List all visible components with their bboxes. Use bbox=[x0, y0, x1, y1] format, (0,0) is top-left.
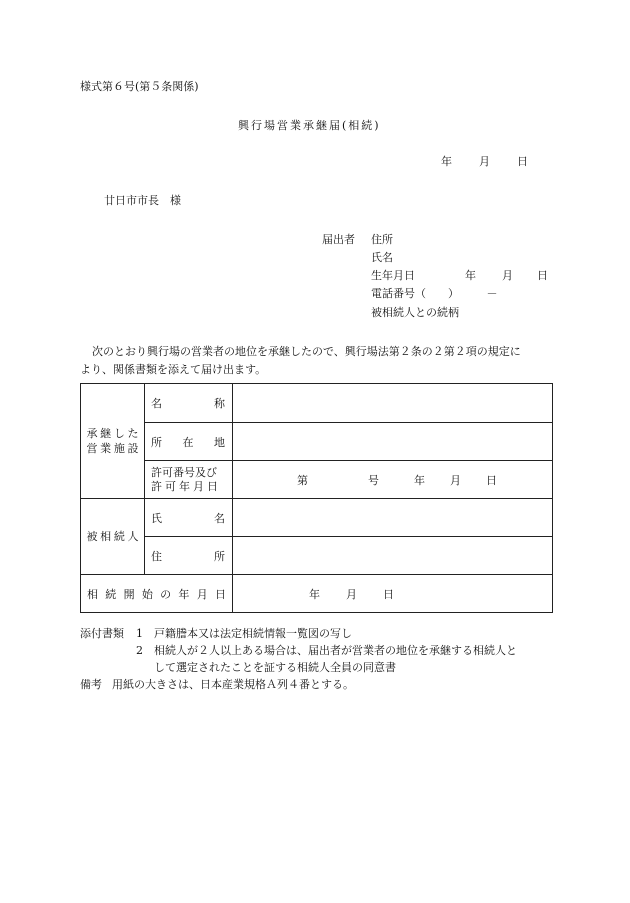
decedent-heading: 被相続人 bbox=[86, 530, 139, 543]
decedent-name-label bbox=[145, 499, 233, 537]
permit-year: 年 bbox=[414, 473, 425, 487]
permit-label bbox=[145, 461, 233, 499]
attachments-heading: 添付書類 bbox=[80, 627, 124, 640]
label-char: 氏 bbox=[151, 511, 162, 525]
label-char: 月 bbox=[196, 587, 208, 601]
applicant-birth-day: 日 bbox=[537, 269, 548, 282]
permit-month: 月 bbox=[450, 473, 461, 487]
permit-label-line2: 許可年月日 bbox=[151, 479, 221, 493]
applicant-birth-year: 年 bbox=[465, 269, 476, 282]
label-char: 年 bbox=[178, 587, 190, 601]
permit-field[interactable] bbox=[233, 461, 553, 499]
label-char: 所 bbox=[151, 435, 162, 449]
attachment-item-2 bbox=[80, 642, 560, 659]
table-row bbox=[81, 537, 553, 575]
date-year: 年 bbox=[441, 155, 452, 168]
form-table bbox=[80, 383, 553, 613]
applicant-phone-label: 電話番号（ ） － bbox=[371, 287, 498, 300]
label-char: 相 bbox=[87, 587, 98, 601]
inherit-year: 年 bbox=[309, 587, 320, 601]
facility-name-label bbox=[145, 384, 233, 423]
label-char: 地 bbox=[214, 435, 225, 449]
attachment-1-number: 1 bbox=[136, 627, 143, 640]
decedent-address-field[interactable] bbox=[233, 537, 553, 575]
label-char: 日 bbox=[214, 587, 226, 601]
applicant-relation-label: 被相続人との続柄 bbox=[371, 306, 459, 319]
body-text-line1: 次のとおり興行場の営業者の地位を承継したので、興行場法第２条の２第２項の規定に bbox=[92, 345, 521, 358]
table-row bbox=[81, 461, 553, 499]
facility-location-field[interactable] bbox=[233, 423, 553, 461]
attachment-item-1 bbox=[80, 625, 560, 642]
permit-no-suffix: 号 bbox=[368, 473, 379, 487]
notes-section bbox=[80, 625, 560, 693]
decedent-heading-cell bbox=[81, 499, 145, 575]
applicant-address-label: 住所 bbox=[371, 233, 393, 246]
facility-heading-2: 営業施設 bbox=[86, 442, 139, 455]
facility-location-label bbox=[145, 423, 233, 461]
inherit-start-field[interactable] bbox=[233, 575, 553, 613]
label-char: 在 bbox=[182, 435, 194, 449]
label-char: 名 bbox=[214, 511, 225, 525]
label-char: 所 bbox=[214, 549, 225, 563]
label-char: 開 bbox=[123, 587, 135, 601]
attachment-1-text: 戸籍謄本又は法定相続情報一覧図の写し bbox=[154, 627, 352, 640]
remarks-row bbox=[80, 676, 560, 693]
applicant-birth-month: 月 bbox=[502, 269, 513, 282]
permit-label-line1: 許可番号及び bbox=[151, 465, 217, 479]
permit-no-prefix: 第 bbox=[297, 473, 308, 487]
form-title: 興行場営業承継届(相続) bbox=[238, 119, 381, 132]
table-row bbox=[81, 384, 553, 423]
label-char: 住 bbox=[151, 549, 162, 563]
inherit-start-label bbox=[81, 575, 233, 613]
body-text-line2: より、関係書類を添えて届け出ます。 bbox=[80, 363, 267, 376]
facility-name-field[interactable] bbox=[233, 384, 553, 423]
date-month: 月 bbox=[479, 155, 490, 168]
table-row bbox=[81, 499, 553, 537]
applicant-heading: 届出者 bbox=[322, 233, 355, 246]
addressee: 廿日市市長 様 bbox=[104, 194, 181, 207]
facility-heading-1: 承継した bbox=[86, 427, 139, 440]
permit-day: 日 bbox=[486, 473, 497, 487]
applicant-birth-label: 生年月日 bbox=[371, 269, 415, 282]
remarks-text: 用紙の大きさは、日本産業規格Ａ列４番とする。 bbox=[112, 678, 354, 691]
label-char: 名 bbox=[151, 397, 162, 410]
label-char: の bbox=[160, 587, 172, 601]
inherit-month: 月 bbox=[346, 587, 357, 601]
remarks-heading: 備考 bbox=[80, 678, 102, 691]
form-number: 様式第６号(第５条関係) bbox=[80, 80, 199, 93]
label-char: 続 bbox=[105, 587, 117, 601]
decedent-name-field[interactable] bbox=[233, 499, 553, 537]
attachment-item-2-cont bbox=[80, 659, 560, 676]
label-char: 称 bbox=[214, 397, 225, 410]
applicant-name-label: 氏名 bbox=[371, 251, 393, 264]
attachment-2-number: 2 bbox=[136, 644, 143, 657]
attachment-2-text-line1: 相続人が２人以上ある場合は、届出者が営業者の地位を承継する相続人と bbox=[154, 644, 517, 657]
date-line bbox=[441, 155, 528, 169]
inherit-day: 日 bbox=[383, 587, 394, 601]
attachment-2-text-line2: して選定されたことを証する相続人全員の同意書 bbox=[154, 661, 396, 674]
decedent-address-label bbox=[145, 537, 233, 575]
facility-heading-cell bbox=[81, 384, 145, 499]
date-day: 日 bbox=[517, 155, 528, 168]
table-row bbox=[81, 575, 553, 613]
label-char: 始 bbox=[141, 587, 153, 601]
table-row bbox=[81, 423, 553, 461]
